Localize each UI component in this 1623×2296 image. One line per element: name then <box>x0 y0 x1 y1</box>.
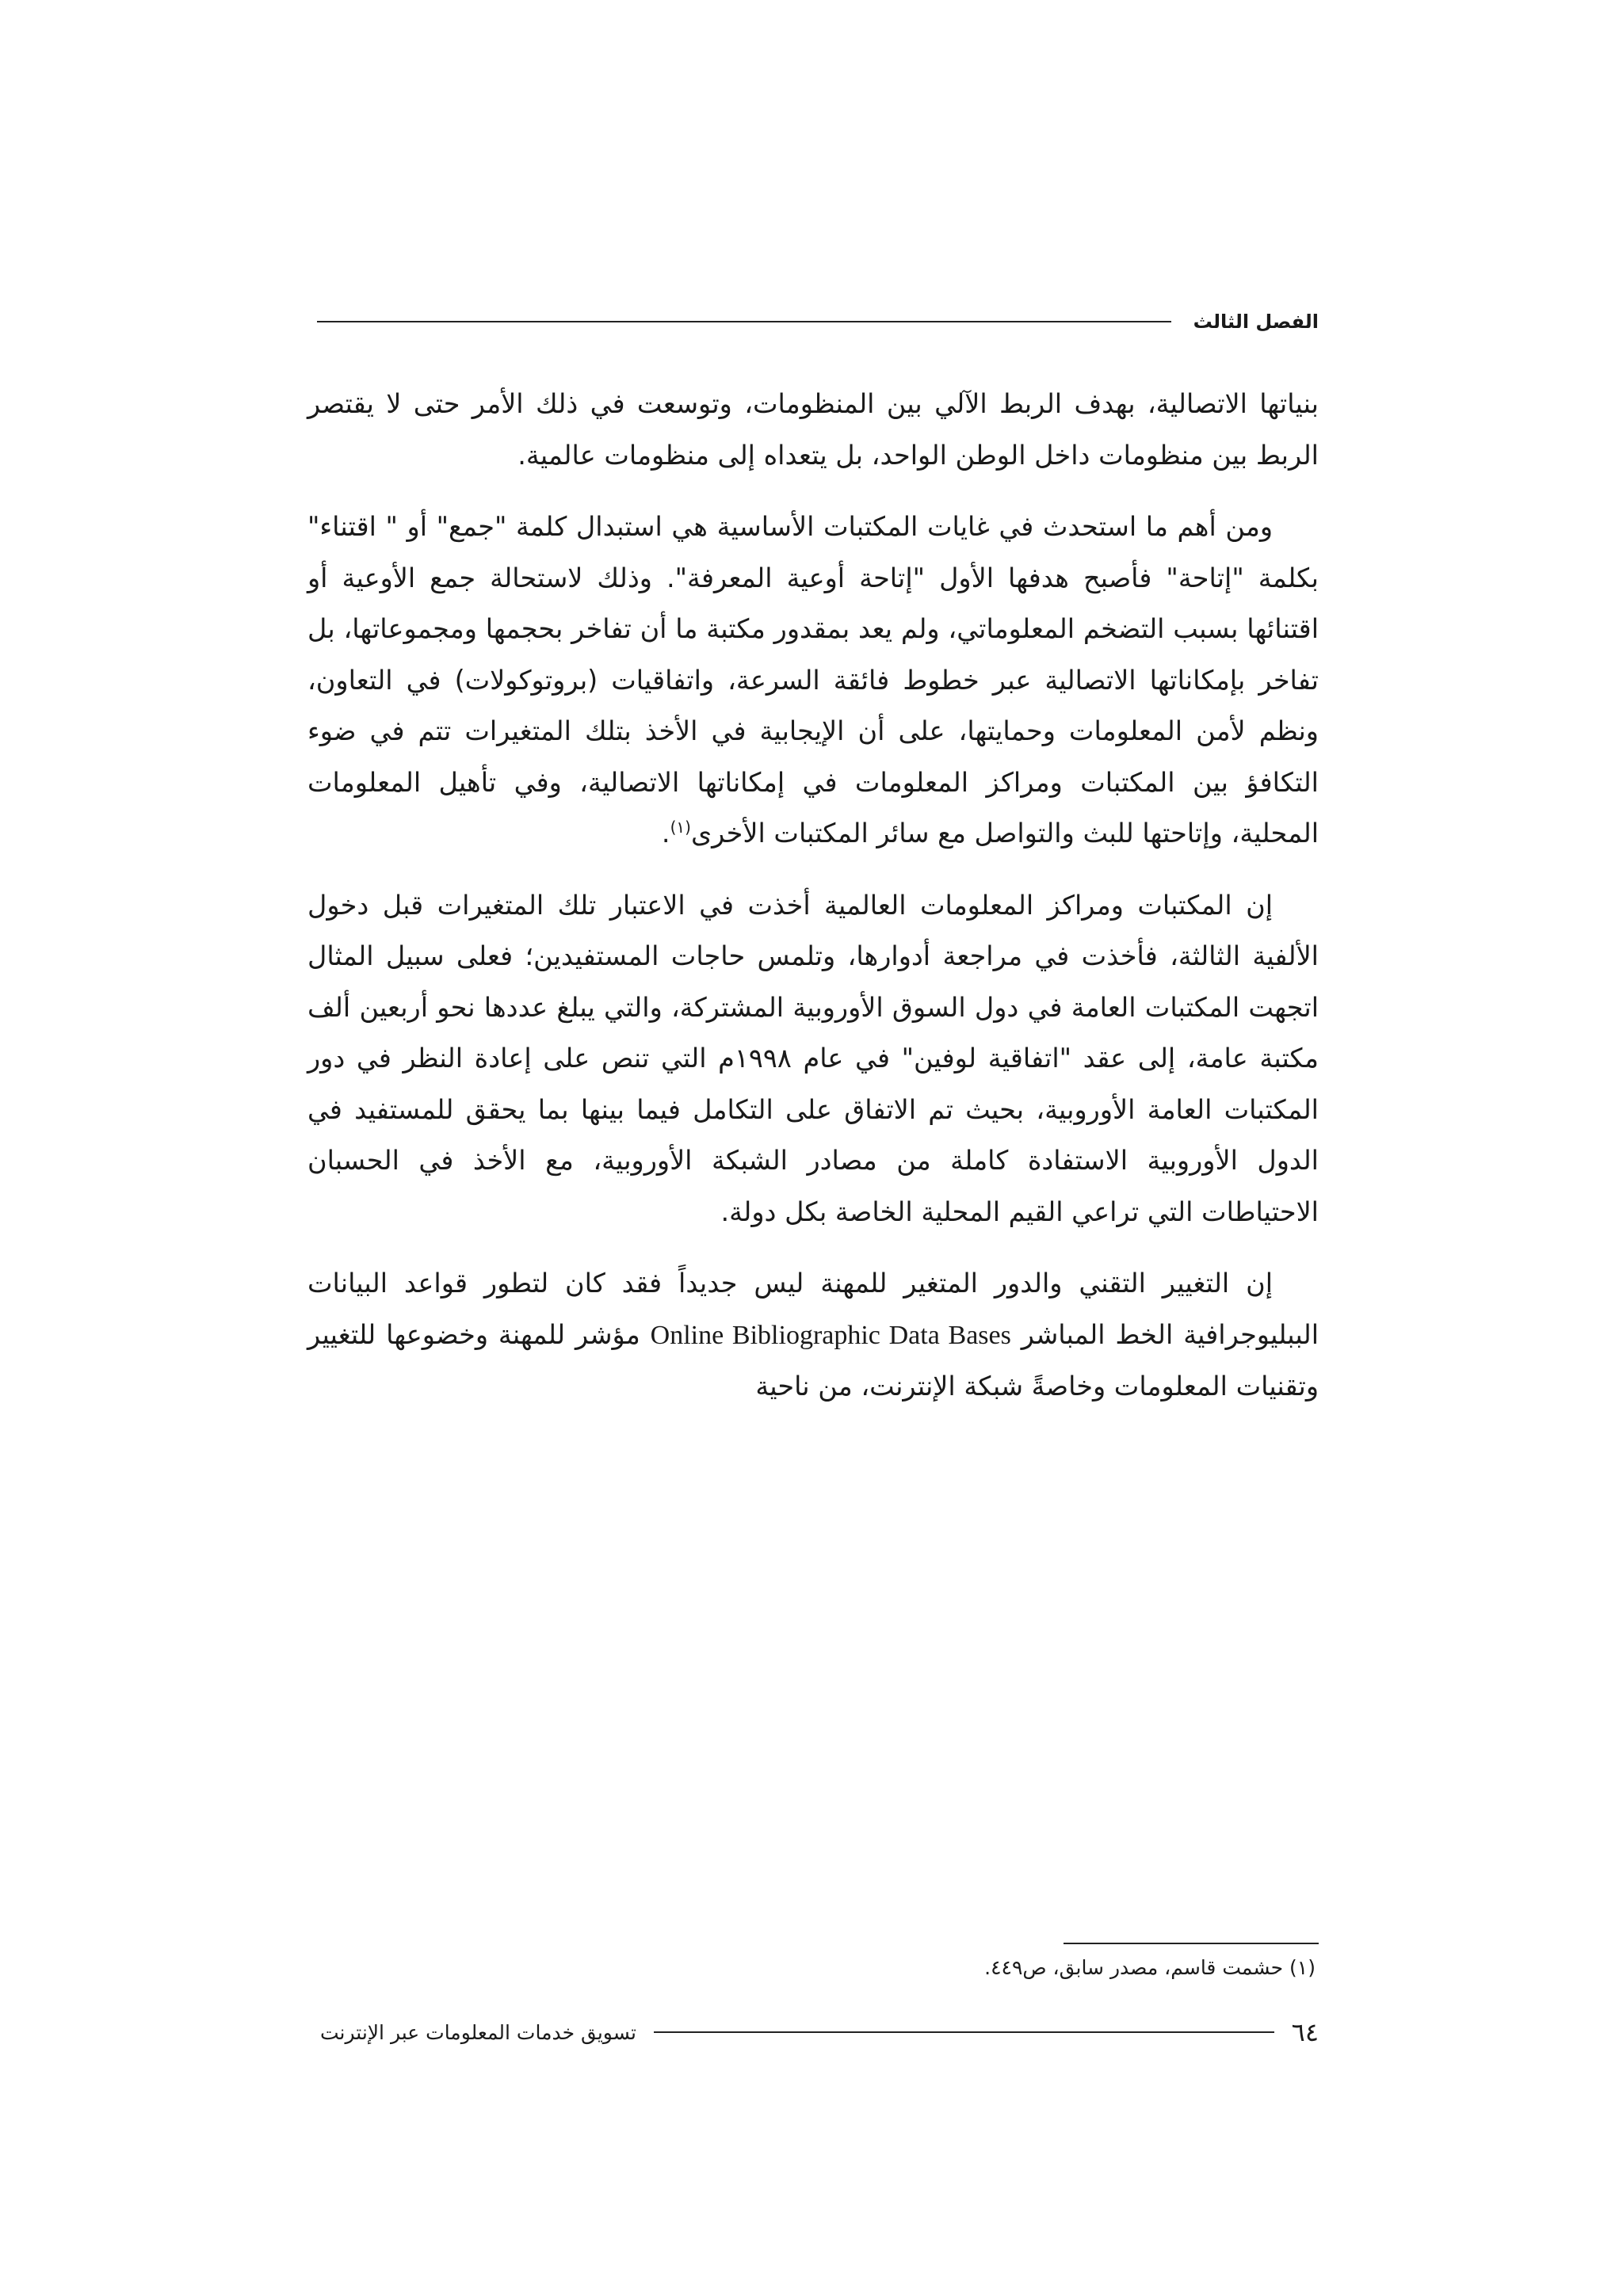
paragraph-2 <box>307 502 1319 860</box>
paragraph-2-text: ومن أهم ما استحدث في غايات المكتبات الأساسية هي استبدال كلمة "جمع" أو " اقتناء" بكلمة "إتاحة" فأصبح هدفها الأول "إتاحة أوعية المعرفة". وذلك لاستحالة جمع الأوعية أو اقتنائها بسبب التضخم المعلوماتي، ولم يعد بمقدور مكتبة ما أن تفاخر بحجمها ومجموعاتها، بل تفاخر بإمكاناتها الاتصالية عبر خطوط فائقة السرعة، واتفاقيات (بروتوكولات) في التعاون، ونظم لأمن المعلومات وحمايتها، على أن الإيجابية في الأخذ بتلك المتغيرات تتم في ضوء التكافؤ بين المكتبات ومراكز المعلومات في إمكاناتها الاتصالية، وفي تأهيل المعلومات المحلية، وإتاحتها للبث والتواصل مع سائر المكتبات الأخرى <box>307 511 1319 849</box>
running-footer <box>320 2017 1319 2047</box>
latin-term: Online Bibliographic Data Bases <box>650 1320 1011 1350</box>
footnote: (١) حشمت قاسم، مصدر سابق، ص٤٤٩. <box>984 1956 1316 1979</box>
paragraph-4-text: إن التغيير التقني والدور المتغير للمهنة ليس جديداً فقد كان لتطور قواعد البيانات الببليوجرافية الخط المباشر <box>307 1268 1319 1350</box>
footnote-rule <box>1064 1943 1319 1944</box>
footer-rule <box>654 2031 1274 2033</box>
paragraph-4 <box>307 1258 1319 1413</box>
footnote-reference: (١) <box>670 817 691 837</box>
paragraph-3: إن المكتبات ومراكز المعلومات العالمية أخذت في الاعتبار تلك المتغيرات قبل دخول الألفية الثالثة، فأخذت في مراجعة أدوارها، وتلمس حاجات المستفيدين؛ فعلى سبيل المثال اتجهت المكتبات العامة في دول السوق الأوروبية المشتركة، والتي يبلغ عددها نحو أربعين ألف مكتبة عامة، إلى عقد "اتفاقية لوفين" في عام ١٩٩٨م التي تنص على إعادة النظر في دور المكتبات العامة الأوروبية، بحيث تم الاتفاق على التكامل فيما بينها بما يحقق للمستفيد في الدول الأوروبية الاستفادة كاملة من مصادر الشبكة الأوروبية، مع الأخذ في الحسبان الاحتياطات التي تراعي القيم المحلية الخاصة بكل دولة. <box>307 889 1319 1227</box>
book-title: تسويق خدمات المعلومات عبر الإنترنت <box>320 2020 636 2044</box>
header-rule <box>317 321 1171 322</box>
paragraph-4-text-continued: مؤشر للمهنة وخضوعها للتغيير وتقنيات المعلومات وخاصةً شبكة الإنترنت، من ناحية <box>307 1318 1319 1402</box>
chapter-title: الفصل الثالث <box>1193 311 1319 333</box>
paragraph-1: بنياتها الاتصالية، بهدف الربط الآلي بين المنظومات، وتوسعت في ذلك الأمر حتى لا يقتصر الربط بين منظومات داخل الوطن الواحد، بل يتعداه إلى منظومات عالمية. <box>307 388 1319 471</box>
body-text <box>307 379 1319 1433</box>
running-header <box>317 311 1319 333</box>
page-number: ٦٤ <box>1291 2017 1319 2047</box>
paragraph-2-end: . <box>661 818 670 849</box>
